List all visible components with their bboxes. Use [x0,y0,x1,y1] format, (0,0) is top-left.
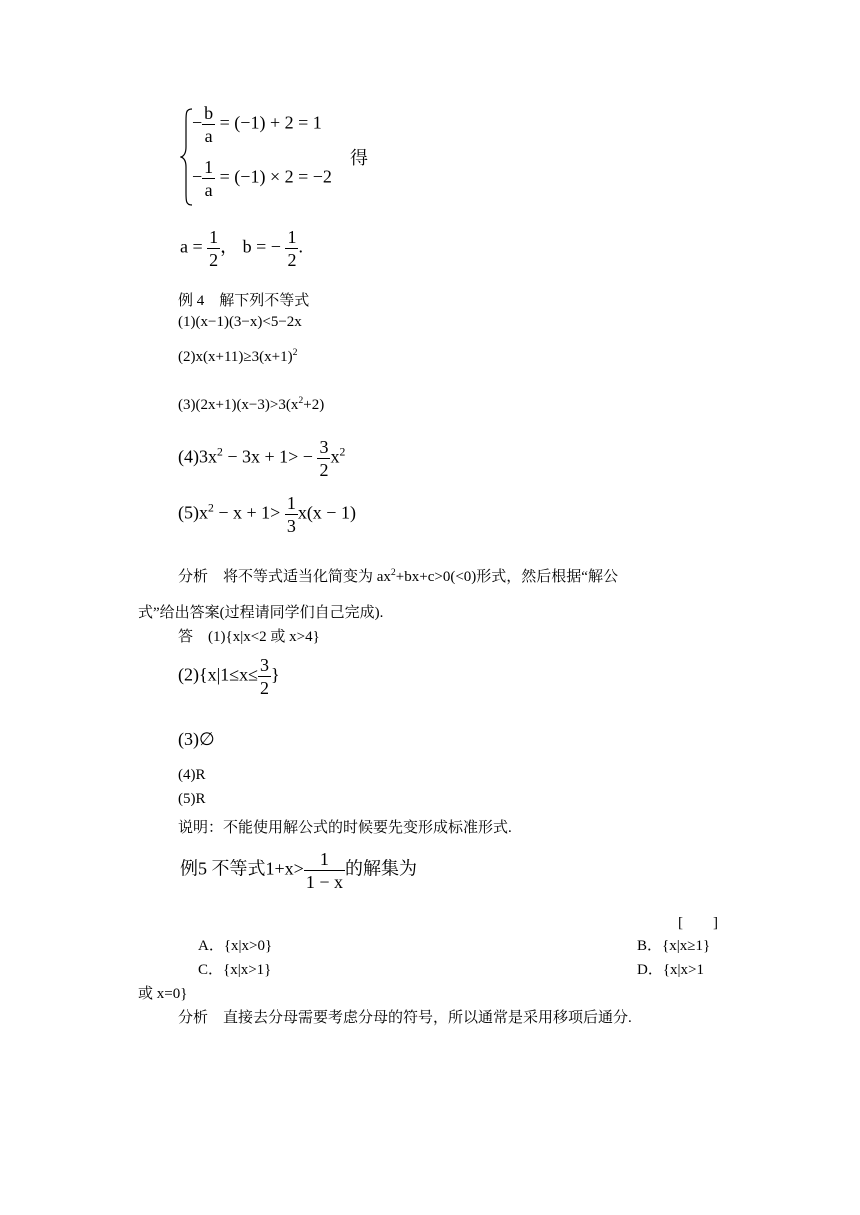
ex4-title: 例 4 解下列不等式 [178,293,310,309]
system-row-1: − $\frac{b}{a}$ = (−1) + 2 = 1 [192,103,322,146]
option-b: B．{x|x≥1} [637,938,711,954]
answer-3: (3)∅ [178,729,215,749]
answer-1: 答 (1){x|x<2 或 x>4} [178,629,320,645]
analysis-1-line-1: 分析 将不等式适当化简变为 $ax^2+bx+c>0(<0)$形式，然后根据“解公 [178,567,618,585]
ex4-problem-4: $(4)3x^2 - 3x + 1>$ − $\frac{3}{2}$ $x^2$ [178,437,346,480]
option-a: A．{x|x>0} [198,938,273,954]
ex4-problem-2: $(2)x(x+11)\ge 3(x+1)^2$ [178,347,298,365]
answer-2: (2){x|1≤x≤ $\frac{3}{2}$ } [178,655,280,698]
answer-bracket: [ ] [678,915,718,931]
ex4-problem-1: (1)(x−1)(3−x)<5−2x [178,314,302,330]
answer-5: (5)R [178,791,206,807]
note: 说明：不能使用解公式的时候要先变形成标准形式. [178,820,512,836]
analysis-2: 分析 直接去分母需要考虑分母的符号，所以通常是采用移项后通分. [178,1010,632,1026]
analysis-1-line-2: 式”给出答案(过程请同学们自己完成). [138,605,384,621]
ex4-problem-5: $(5)x^2 - x + 1>$ $\frac{1}{3}$ x(x − 1) [178,493,356,536]
system-row-2: − $\frac{1}{a}$ = (−1) × 2 = −2 [192,157,332,200]
solution-line: a = $\frac{1}{2}$ ， b = − $\frac{1}{2}$ . [180,227,303,270]
answer-4: (4)R [178,767,206,783]
ex4-problem-3: $(3)(2x+1)(x-3)>3(x^2+2)$ [178,395,325,413]
option-c: C．{x|x>1} [198,962,272,978]
de-char: 得 [350,148,368,168]
option-d: D．{x|x>1 [637,962,704,978]
option-d-continued: 或 x=0} [138,986,188,1002]
ex5-title: 例5 不等式1+x> $\frac{1}{1 - x}$ 的解集为 [180,849,417,892]
